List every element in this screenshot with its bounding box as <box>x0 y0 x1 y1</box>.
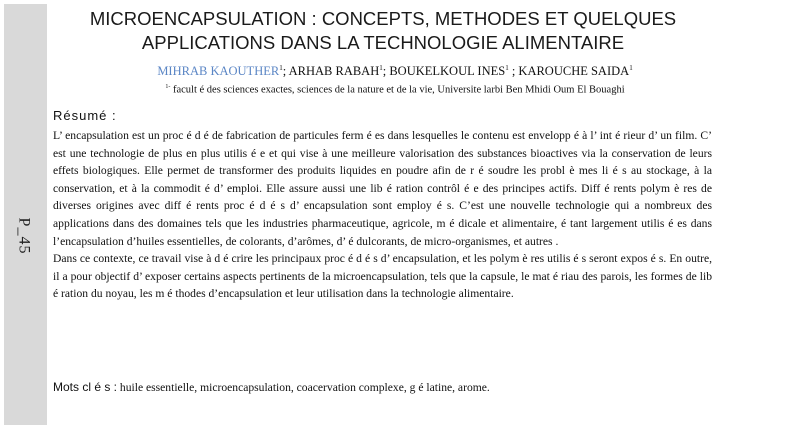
resume-heading: Résumé : <box>53 108 117 123</box>
title-line-2: APPLICATIONS DANS LA TECHNOLOGIE ALIMENTAIRE <box>141 32 625 53</box>
abstract-paragraph-2: Dans ce contexte, ce travail vise à d é crire les principaux proc é d é s d’ encapsulation, et les polym è res utilis é s seront expos é s. En outre, il a pour objectif d’ exposer certains aspects pertinents de la microencapsulation, tels que la capsule, le mat é riau des parois, les formes de lib é ration du noyau, les m é thodes d’encapsulation et leur utilisation dans la technologie alimentaire. <box>53 252 712 301</box>
author-name: ; KAROUCHE SAIDA <box>508 64 630 79</box>
author-sup: 1 <box>379 64 383 72</box>
affiliation-text: facult é des sciences exactes, sciences de la nature et de la vie, Universite larbi Ben Mhidi Oum El Bouaghi <box>170 84 625 96</box>
affiliation <box>60 84 730 96</box>
keywords-text: huile essentielle, microencapsulation, coacervation complexe, g é latine, arome. <box>117 381 490 394</box>
abstract-paragraph-1: L’ encapsulation est un proc é d é de fabrication de particules ferm é es dans lesquelles le contenu est envelopp é à l’ int é rieur d’ un film. C’ est une technologie de plus en plus utilis é e et qui vise à une meilleure valorisation des substances bioactives via la conservation de leurs effets biologiques. Elle permet de transformer des produits liquides en poudre afin de r é soudre les probl è mes li é s au stockage, à la conservation, et à la commodit é d’ emploi. Elle assure aussi une lib é ration contrôl é e des principes actifs. Diff é rents polym è res de diverses origines avec diff é rents proc é d é s d’ encapsulation sont employ é s. C’est une nouvelle technologie qui a nombreux des applications dans des domaines tels que les industries pharmaceutique, agricole, m é dicale et alimentaire, é tant largement utilis é es dans l’encapsulation d’huiles essentielles, de colorants, d’arômes, d’ é dulcorants, de micro-organismes, et autres . <box>53 129 712 248</box>
author-name: ; ARHAB RABAH <box>282 64 380 79</box>
author-list <box>60 64 730 79</box>
keywords-label: Mots cl é s : <box>53 380 118 394</box>
side-band <box>4 4 47 425</box>
author-sup: 1 <box>279 64 283 72</box>
title-line-1: MICROENCAPSULATION : CONCEPTS, METHODES ET QUELQUES <box>89 8 677 29</box>
abstract <box>53 127 712 303</box>
author-name: ; BOUKELKOUL INES <box>382 64 506 79</box>
page-label: P_45 <box>15 217 33 255</box>
author-sup: 1 <box>629 64 633 72</box>
author-sup: 1 <box>505 64 509 72</box>
keywords <box>53 380 733 394</box>
lead-author: MIHRAB KAOUTHER <box>157 64 280 79</box>
paper-title <box>60 7 706 55</box>
affiliation-sup: 1- <box>165 84 171 90</box>
